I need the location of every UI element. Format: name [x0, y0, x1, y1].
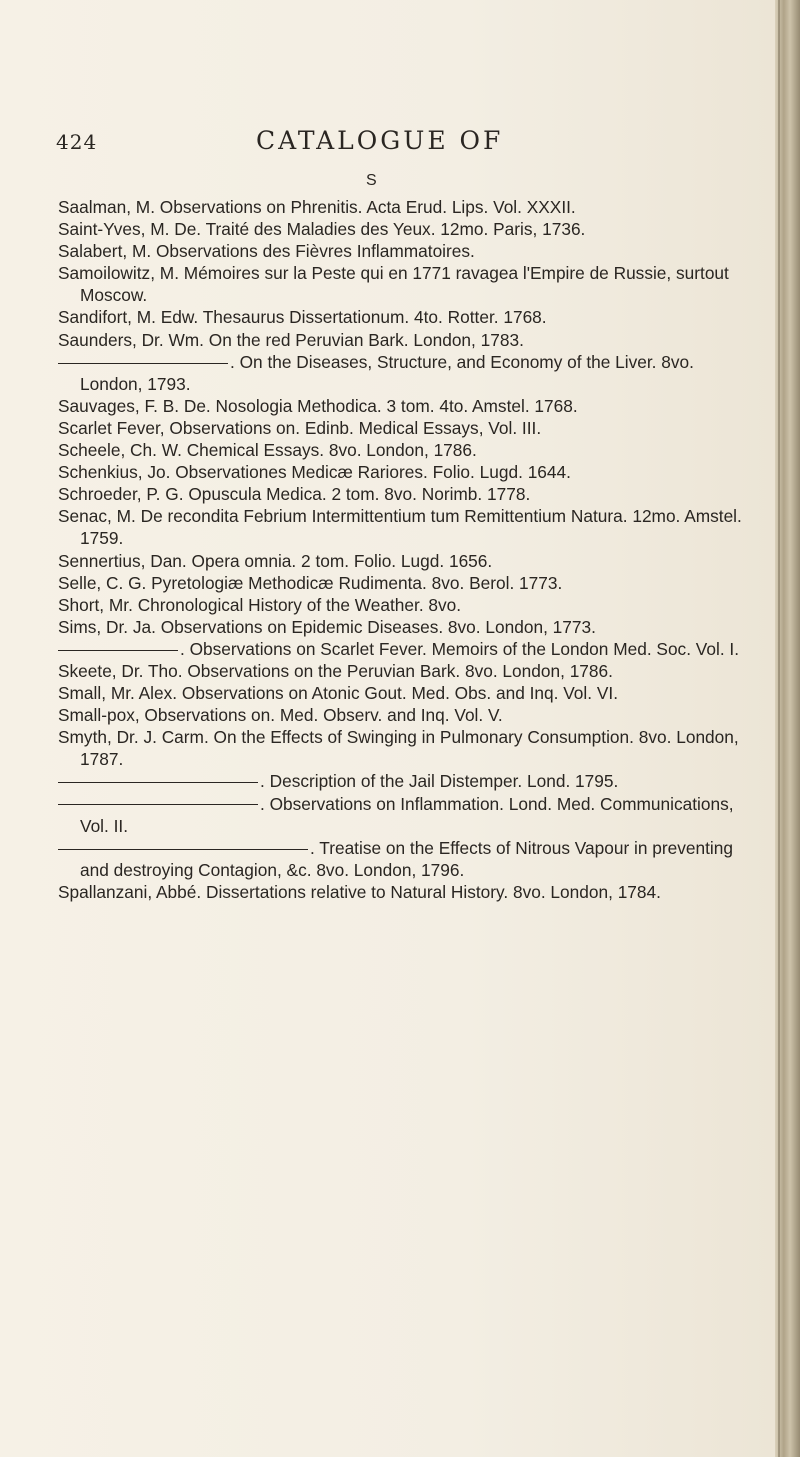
catalogue-entry: [58, 837, 748, 881]
catalogue-entry: [58, 329, 748, 351]
entry-text: . Observations on Inflammation. Lond. Med. Communications, Vol. II.: [80, 793, 734, 836]
catalogue-entry: [58, 483, 748, 505]
entry-text: Saint-Yves, M. De. Traité des Maladies des Yeux. 12mo. Paris, 1736.: [58, 219, 586, 240]
running-head: CATALOGUE OF: [256, 126, 504, 155]
catalogue-entry: [58, 660, 748, 682]
catalogue-entry: [58, 196, 748, 218]
entry-text: . On the Diseases, Structure, and Economy of the Liver. 8vo. London, 1793.: [80, 351, 694, 394]
entry-text: Schroeder, P. G. Opuscula Medica. 2 tom. 8vo. Norimb. 1778.: [58, 484, 531, 505]
ditto-dash: [58, 804, 258, 805]
catalogue-entry: [58, 638, 748, 660]
entry-text: Selle, C. G. Pyretologiæ Methodicæ Rudimenta. 8vo. Berol. 1773.: [58, 572, 563, 593]
entry-text: . Treatise on the Effects of Nitrous Vapour in preventing and destroying Contagion, &c. 8vo. London, 1796.: [80, 837, 733, 880]
catalogue-entries: [58, 196, 748, 903]
catalogue-entry: [58, 881, 748, 903]
page-number: 424: [56, 130, 98, 154]
entry-text: Sims, Dr. Ja. Observations on Epidemic Diseases. 8vo. London, 1773.: [58, 616, 596, 637]
ditto-dash: [58, 363, 228, 364]
catalogue-entry: [58, 770, 748, 792]
catalogue-entry: [58, 395, 748, 417]
entry-text: . Observations on Scarlet Fever. Memoirs of the London Med. Soc. Vol. I.: [180, 638, 740, 659]
entry-text: Smyth, Dr. J. Carm. On the Effects of Swinging in Pulmonary Consumption. 8vo. London, 1787.: [58, 727, 739, 770]
section-letter: S: [366, 172, 377, 189]
catalogue-entry: [58, 704, 748, 726]
entry-text: . Description of the Jail Distemper. Lond. 1795.: [260, 771, 619, 792]
entry-text: Scheele, Ch. W. Chemical Essays. 8vo. London, 1786.: [58, 440, 477, 461]
entry-text: Saunders, Dr. Wm. On the red Peruvian Bark. London, 1783.: [58, 329, 524, 350]
entry-text: Salabert, M. Observations des Fièvres Inflammatoires.: [58, 241, 475, 262]
catalogue-entry: [58, 793, 748, 837]
gutter-edge: [778, 0, 780, 1457]
catalogue-entry: [58, 572, 748, 594]
catalogue-entry: [58, 240, 748, 262]
catalogue-entry: [58, 505, 748, 549]
entry-text: Schenkius, Jo. Observationes Medicæ Rariores. Folio. Lugd. 1644.: [58, 462, 571, 483]
catalogue-entry: [58, 439, 748, 461]
ditto-dash: [58, 650, 178, 651]
catalogue-entry: [58, 417, 748, 439]
entry-text: Sandifort, M. Edw. Thesaurus Dissertationum. 4to. Rotter. 1768.: [58, 307, 547, 328]
catalogue-entry: [58, 550, 748, 572]
catalogue-entry: [58, 262, 748, 306]
catalogue-entry: [58, 616, 748, 638]
ditto-dash: [58, 849, 308, 850]
catalogue-entry: [58, 306, 748, 328]
ditto-dash: [58, 782, 258, 783]
entry-text: Sennertius, Dan. Opera omnia. 2 tom. Folio. Lugd. 1656.: [58, 550, 493, 571]
entry-text: Small-pox, Observations on. Med. Observ. and Inq. Vol. V.: [58, 705, 503, 726]
catalogue-entry: [58, 351, 748, 395]
entry-text: Samoilowitz, M. Mémoires sur la Peste qui en 1771 ravagea l'Empire de Russie, surtout Moscow.: [58, 263, 729, 306]
catalogue-entry: [58, 682, 748, 704]
entry-text: Saalman, M. Observations on Phrenitis. Acta Erud. Lips. Vol. XXXII.: [58, 197, 576, 217]
entry-text: Sauvages, F. B. De. Nosologia Methodica. 3 tom. 4to. Amstel. 1768.: [58, 395, 578, 416]
catalogue-entry: [58, 726, 748, 770]
entry-text: Senac, M. De recondita Febrium Intermittentium tum Remittentium Natura. 12mo. Amstel. 1759.: [58, 506, 742, 549]
catalogue-entry: [58, 461, 748, 483]
catalogue-entry: [58, 218, 748, 240]
entry-text: Skeete, Dr. Tho. Observations on the Peruvian Bark. 8vo. London, 1786.: [58, 660, 613, 681]
entry-text: Spallanzani, Abbé. Dissertations relative to Natural History. 8vo. London, 1784.: [58, 881, 661, 902]
entry-text: Scarlet Fever, Observations on. Edinb. Medical Essays, Vol. III.: [58, 417, 542, 438]
entry-text: Short, Mr. Chronological History of the Weather. 8vo.: [58, 594, 462, 615]
catalogue-entry: [58, 594, 748, 616]
entry-text: Small, Mr. Alex. Observations on Atonic Gout. Med. Obs. and Inq. Vol. VI.: [58, 683, 618, 704]
